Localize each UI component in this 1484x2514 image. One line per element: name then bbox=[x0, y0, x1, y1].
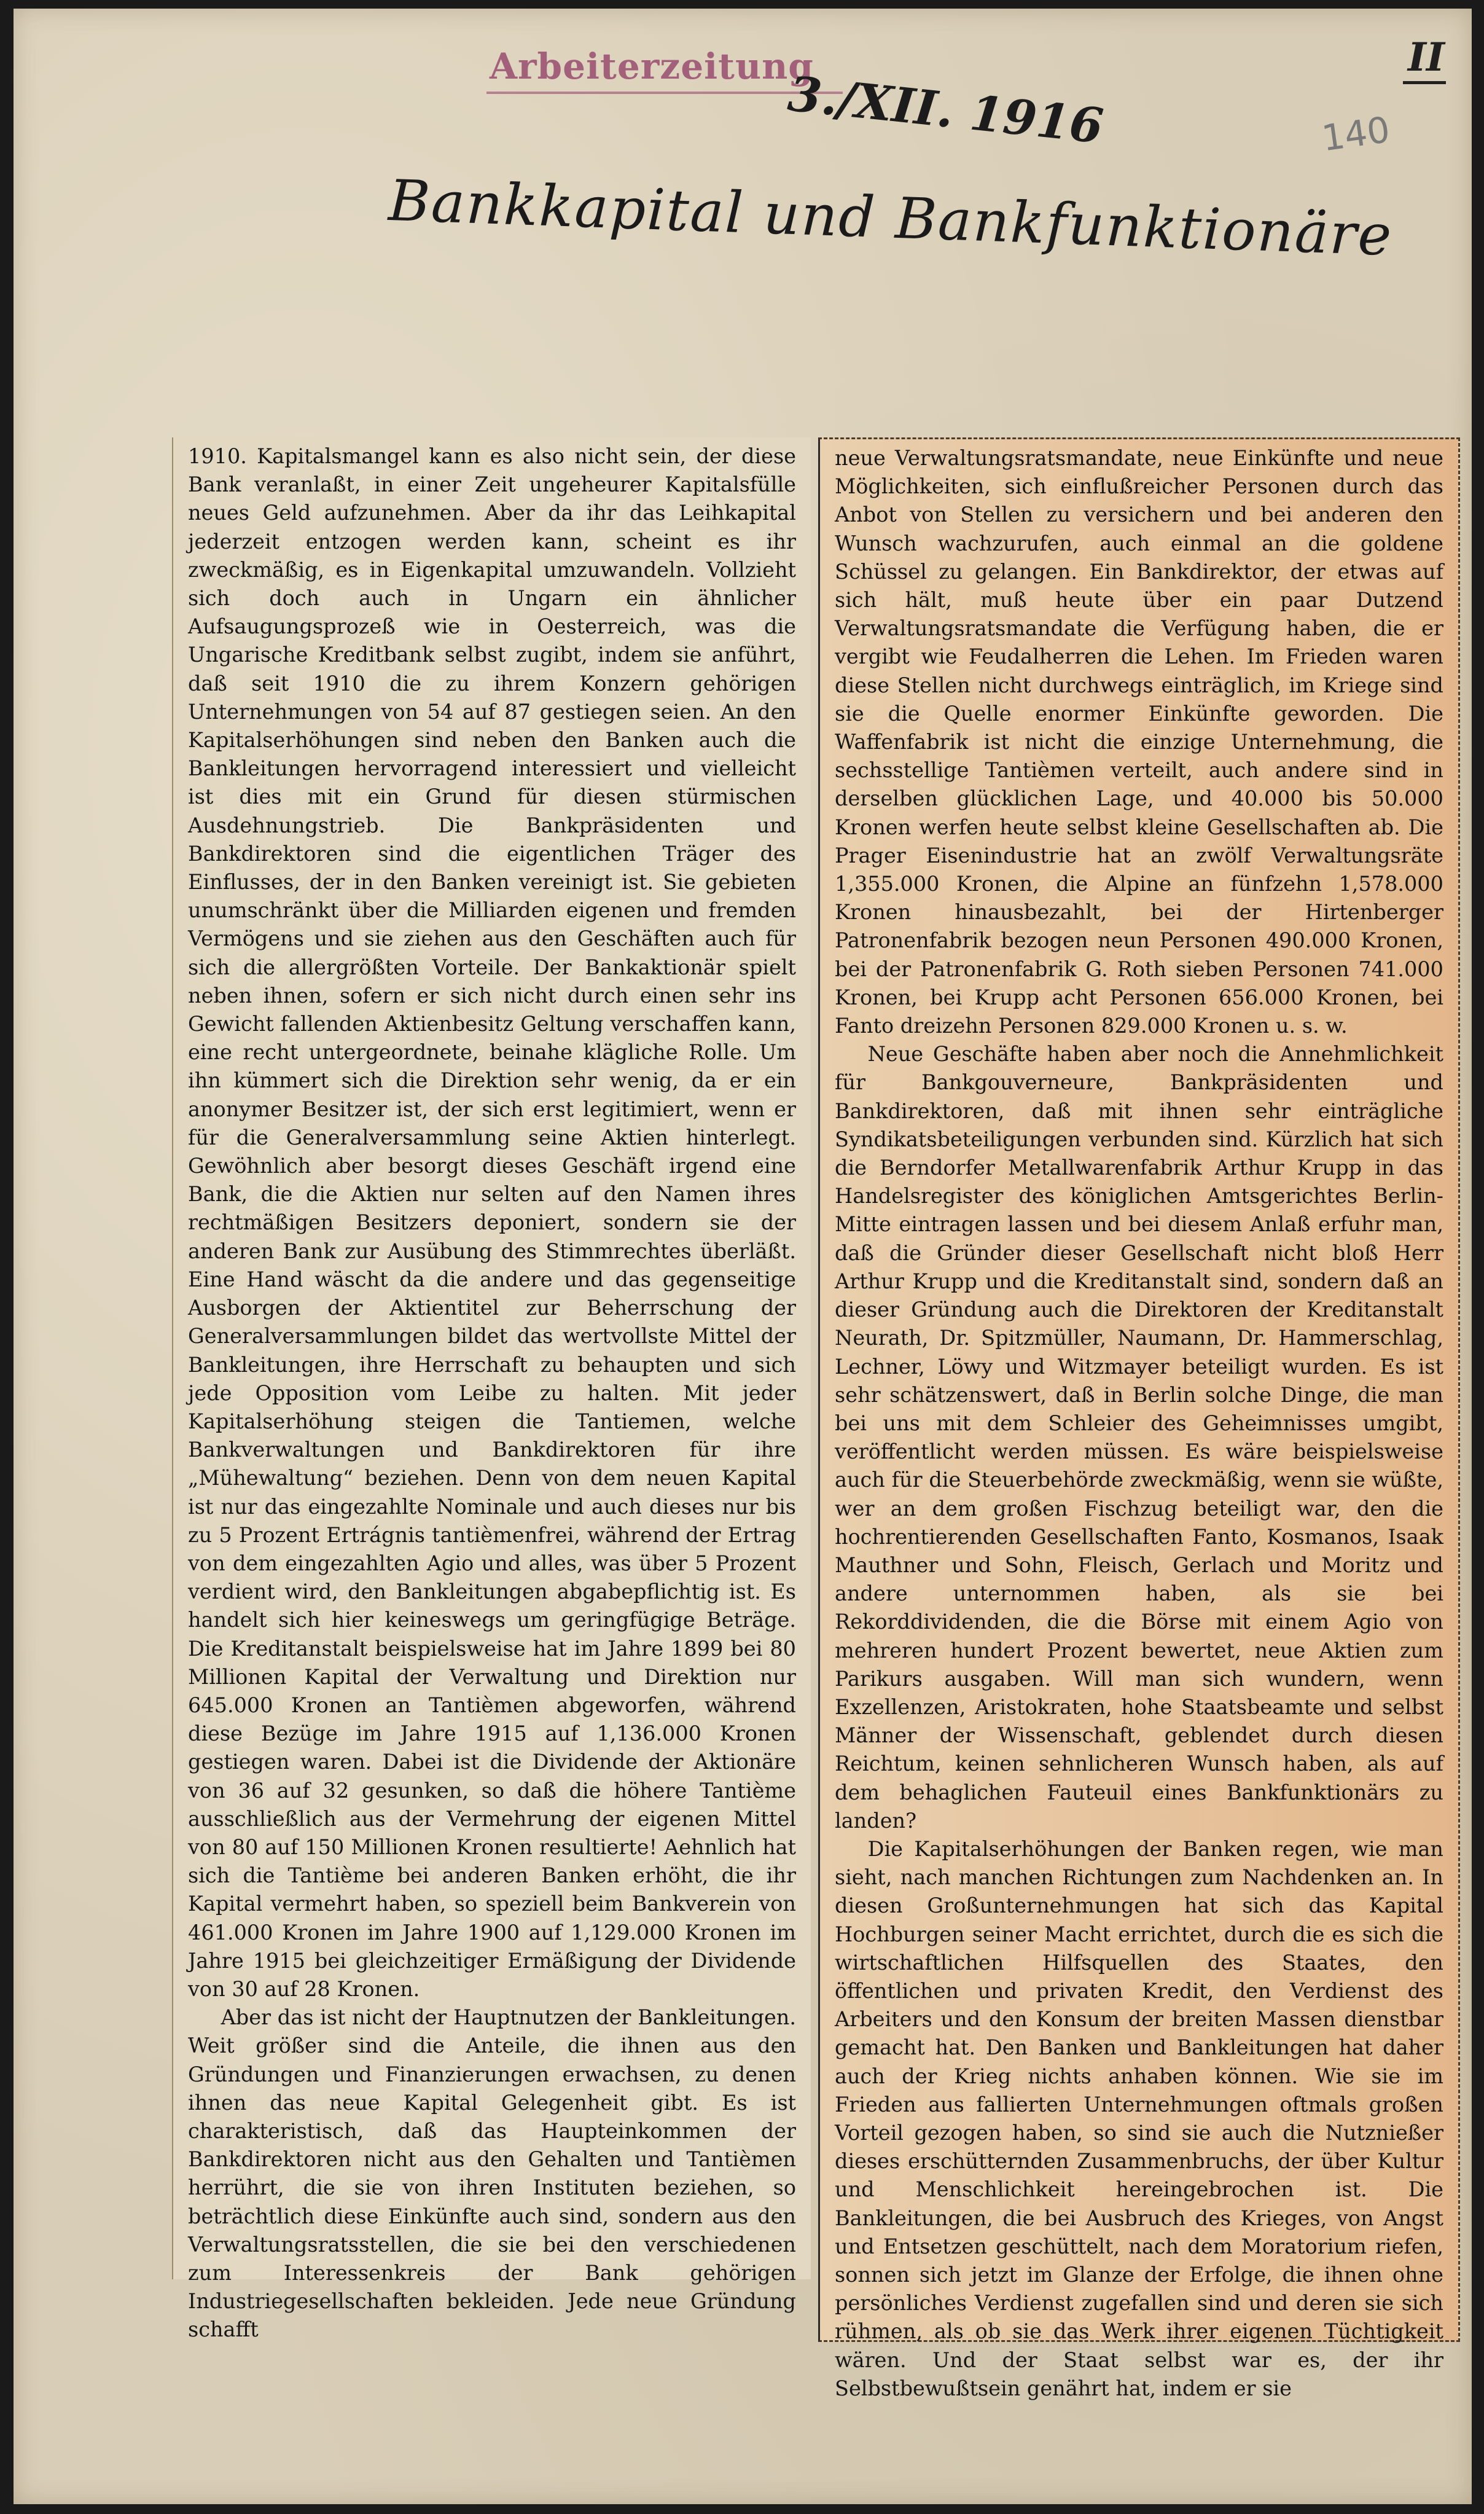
article-column-right bbox=[818, 437, 1460, 2400]
paragraph: Neue Geschäfte haben aber noch die Annehmlichkeit für Bankgouverneure, Bankpräsidenten und Bankdirektoren, daß mit ihnen sehr einträgliche Syndikatsbeteiligungen verbunden sind. Kürzlich hat sich die Berndorfer Metallwarenfabrik Arthur Krupp in das Handelsregister des königlichen Amtsgerichtes Berlin-Mitte eintragen lassen und bei diesem Anlaß erfuhr man, daß die Gründer dieser Gesellschaft nicht bloß Herr Arthur Krupp und die Kreditanstalt sind, sondern daß an dieser Gründung auch die Direktoren der Kreditanstalt Neurath, Dr. Spitzmüller, Naumann, Dr. Hammerschlag, Lechner, Löwy und Witzmayer beteiligt wurden. Es ist sehr schätzenswert, daß in Berlin solche Dinge, die man bei uns mit dem Schleier des Geheimnisses umgibt, veröffentlicht werden müssen. Es wäre beispielsweise auch für die Steuerbehörde zweckmäßig, wenn sie wüßte, wer an dem großen Fischzug beteiligt war, den die hochrentierenden Gesellschaften Fanto, Kosmanos, Isaak Mauthner und Sohn, Fleisch, Gerlach und Moritz und andere unternommen haben, als sie bei Rekorddividenden, die die Börse mit einem Agio von mehreren hundert Prozent bewertet, neue Aktien zum Parikurs ausgaben. Will man sich wundern, wenn Exzellenzen, Aristokraten, hohe Staatsbeamte und selbst Männer der Wissenschaft, geblendet durch diesen Reichtum, keinen sehnlicheren Wunsch haben, als auf dem behaglichen Fauteuil eines Bankfunktionärs zu landen? bbox=[835, 1042, 1443, 1833]
archive-stamp: Arbeiterzeitung bbox=[490, 45, 814, 87]
paragraph: Aber das ist nicht der Hauptnutzen der Bankleitungen. Weit größer sind die Anteile, die ihnen aus den Gründungen und Finanzierungen erwachsen, zu denen ihnen das neue Kapital Gelegenheit gibt. Es ist charakteristisch, daß das Haupteinkommen der Bankdirektoren nicht aus den Gehalten und Tantièmen herrührt, die sie von ihren Instituten beziehen, so beträchtlich diese Einkünfte auch sind, sondern aus den Verwaltungsratsstellen, die sie bei den verschiedenen zum Interessenkreis der Bank gehörigen Industriegesellschaften bekleiden. Jede neue Gründung schafft bbox=[188, 2005, 796, 2342]
paragraph: neue Verwaltungsratsmandate, neue Einkünfte und neue Möglichkeiten, sich einflußreicher Personen durch das Anbot von Stellen zu versichern und bei anderen den Wunsch wachzurufen, auch einmal an die goldene Schüssel zu gelangen. Ein Bankdirektor, der etwas auf sich hält, muß heute über ein paar Dutzend Verwaltungsratsmandate die Verfügung haben, die er vergibt wie Feudalherren die Lehen. Im Frieden waren diese Stellen nicht durchwegs einträglich, im Kriege sind sie die Quelle enormer Einkünfte geworden. Die Waffenfabrik ist nicht die einzige Unternehmung, die sechsstellige Tantièmen verteilt, auch andere sind in derselben glücklichen Lage, und 40.000 bis 50.000 Kronen werfen heute selbst kleine Gesellschaften ab. Die Prager Eisenindustrie hat an zwölf Verwaltungsräte 1,355.000 Kronen, die Alpine an fünfzehn 1,578.000 Kronen hinausbezahlt, bei der Hirtenberger Patronenfabrik bezogen neun Personen 490.000 Kronen, bei der Patronenfabrik G. Roth sieben Personen 741.000 Kronen, bei Krupp acht Personen 656.000 Kronen, bei Fanto dreizehn Personen 829.000 Kronen u. s. w. bbox=[835, 446, 1443, 1038]
handwritten-headline: Bankkapital und Bankfunktionäre bbox=[387, 167, 1394, 268]
roman-numeral-underline bbox=[1403, 81, 1446, 84]
handwritten-date: 3./XII. 1916 bbox=[785, 66, 1106, 155]
archive-number: 140 bbox=[1319, 108, 1392, 160]
paragraph: Die Kapitalserhöhungen der Banken regen, wie man sieht, nach manchen Richtungen zum Nachdenken an. In diesen Großunternehmungen hat sich das Kapital Hochburgen seiner Macht errichtet, durch die es sich die wirtschaftlichen Hilfsquellen des Staates, den öffentlichen und privaten Kredit, den Verdienst des Arbeiters und den Konsum der breiten Massen dienstbar gemacht hat. Den Banken und Bankleitungen hat daher auch der Krieg nichts anhaben können. Wie sie im Frieden aus fallierten Unternehmungen oftmals großen Vorteil gezogen haben, so sind sie auch die Nutznießer dieses erschütternden Zusammenbruchs, der über Kultur und Menschlichkeit hereingebrochen ist. Die Bankleitungen, die bei Ausbruch des Krieges, von Angst und Entsetzen geschüttelt, nach dem Moratorium riefen, sonnen sich jetzt im Glanze der Erfolge, die ihnen ohne persönliches Verdienst zugefallen sind und deren sie sich rühmen, als ob sie das Werk ihrer eigenen Tüchtigkeit wären. Und der Staat selbst war es, der ihr Selbstbewußtsein genährt hat, indem er sie bbox=[835, 1836, 1443, 2400]
roman-numeral-mark: II bbox=[1408, 34, 1445, 80]
paragraph: 1910. Kapitalsmangel kann es also nicht sein, der diese Bank veranlaßt, in einer Zeit ungeheurer Kapitalsfülle neues Geld aufzunehmen. Aber da ihr das Leihkapital jederzeit entzogen werden kann, scheint es ihr zweckmäßig, es in Eigenkapital umzuwandeln. Vollzieht sich doch auch in Ungarn ein ähnlicher Aufsaugungsprozeß wie in Oesterreich, was die Ungarische Kreditbank selbst zugibt, indem sie anführt, daß seit 1910 die zu ihrem Konzern gehörigen Unternehmungen von 54 auf 87 gestiegen seien. An den Kapitalserhöhungen sind neben den Banken auch die Bankleitungen hervorragend interessiert und vielleicht ist dies mit ein Grund für diesen stürmischen Ausdehnungstrieb. Die Bankpräsidenten und Bankdirektoren sind die eigentlichen Träger des Einflusses, der in den Banken vereinigt ist. Sie gebieten unumschränkt über die Milliarden eigenen und fremden Vermögens und sie ziehen aus den Geschäften auch für sich die allergrößten Vorteile. Der Bankaktionär spielt neben ihnen, sofern er sich nicht durch einen sehr ins Gewicht fallenden Aktienbesitz Geltung verschaffen kann, eine recht untergeordnete, beinahe klägliche Rolle. Um ihn kümmert sich die Direktion sehr wenig, da er ein anonymer Besitzer ist, der sich erst legitimiert, wenn er für die Generalversammlung seine Aktien hinterlegt. Gewöhnlich aber besorgt dieses Geschäft irgend eine Bank, die die Aktien nur selten auf den Namen ihres rechtmäßigen Besitzers deponiert, sondern sie der anderen Bank zur Ausübung des Stimmrechtes überläßt. Eine Hand wäscht da die andere und das gegenseitige Ausborgen der Aktientitel zur Beherrschung der Generalversammlungen bildet das wertvollste Mittel der Bankleitungen, ihre Herrschaft zu behaupten und sich jede Opposition vom Leibe zu halten. Mit jeder Kapitalserhöhung steigen die Tantiemen, welche Bankverwaltungen und Bankdirektoren für ihre „Mühewaltung“ beziehen. Denn von dem neuen Kapital ist nur das eingezahlte Nominale und auch dieses nur bis zu 5 Prozent Ertrágnis tantièmenfrei, während der Ertrag von dem eingezahlten Agio und alles, was über 5 Prozent verdient wird, den Bankleitungen abgabepflichtig ist. Es handelt sich hier keineswegs um geringfügige Beträge. Die Kreditanstalt beispielsweise hat im Jahre 1899 bei 80 Millionen Kapital der Verwaltung und Direktion nur 645.000 Kronen an Tantièmen abgeworfen, während diese Bezüge im Jahre 1915 auf 1,136.000 Kronen gestiegen waren. Dabei ist die Dividende der Aktionäre von 36 auf 32 gesunken, so daß die höhere Tantième ausschließlich aus der Vermehrung der eigenen Mittel von 80 auf 150 Millionen Kronen resultierte! Aehnlich hat sich die Tantième bei anderen Banken erhöht, die ihr Kapital vermehrt haben, so speziell beim Bankverein von 461.000 Kronen im Jahre 1900 auf 1,129.000 Kronen im Jahre 1915 bei gleichzeitiger Ermäßigung der Dividende von 30 auf 28 Kronen. bbox=[188, 444, 796, 2001]
newspaper-clipping-sheet bbox=[14, 9, 1472, 2504]
article-column-left bbox=[172, 437, 811, 2342]
